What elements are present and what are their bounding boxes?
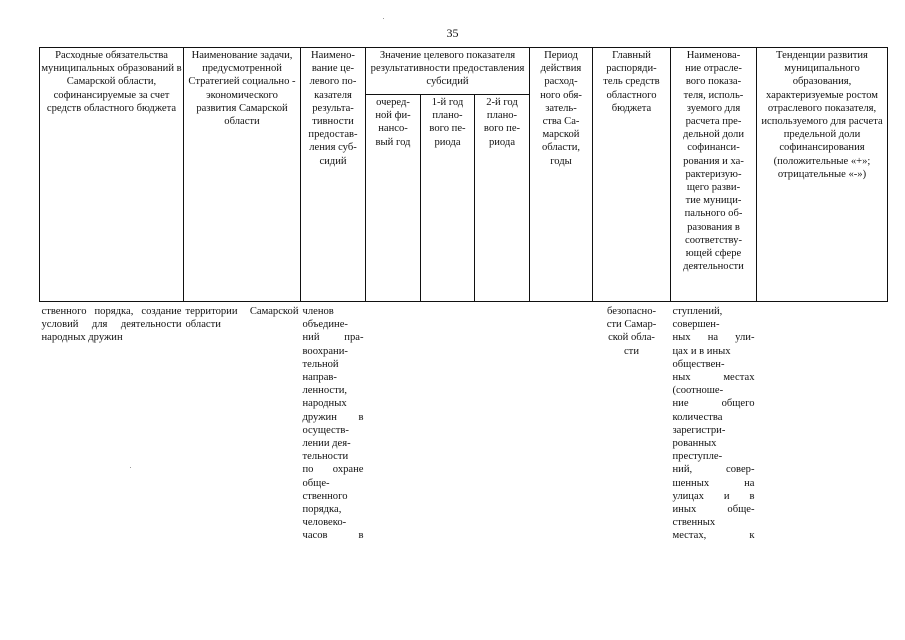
sector-line: ний, совер- [672, 464, 755, 476]
header-indicator-value-group: Значение целевого показателя результативности предоставления субсидий [366, 48, 530, 95]
indicator-line: часов в [302, 530, 364, 542]
cell-sector-indicator [671, 302, 757, 543]
sector-line: (соотноше- [672, 385, 724, 397]
cell-first-planning-year [421, 302, 475, 543]
sector-line: ние общего [672, 398, 755, 410]
indicator-line: по охране [302, 464, 364, 476]
sector-line: ственных [672, 517, 716, 529]
header-expenditure-obligations: Расходные обязательства муниципальных образований в Самарской области, софинансируемые за счет средств областного бюджета [40, 48, 184, 302]
sector-line: улицах и в [672, 490, 755, 502]
indicator-line: тельной [302, 358, 339, 370]
header-first-planning-year: 1-й год плано- вого пе- риода [421, 95, 475, 302]
cell-development-trends [757, 302, 888, 543]
sector-line: совершен- [672, 319, 720, 331]
cell-second-planning-year [475, 302, 530, 543]
cell-next-fiscal-year [366, 302, 421, 543]
header-development-trends: Тенденции развития муниципального образования, характеризуемые ростом отраслевого показателя, используемого для расчета предельной доли софинансирования (положительные «+»; отрицательные «-») [757, 48, 888, 302]
sector-line: зарегистри- [672, 424, 726, 436]
indicator-line: объедине- [302, 319, 348, 331]
indicator-line: ний пра- [302, 332, 364, 344]
indicator-line: воохрани- [302, 345, 348, 357]
sector-line: ных местах [672, 372, 755, 384]
indicator-line: осуществ- [302, 424, 349, 436]
indicator-line: ственного [302, 490, 348, 502]
sector-line: ступлений, [672, 306, 723, 317]
header-second-planning-year: 2-й год плано- вого пе- риода [475, 95, 530, 302]
header-obligation-period: Период действия расход- ного обя- затель- ства Са- марской области, годы [530, 48, 593, 302]
header-next-fiscal-year: очеред- ной фи- нансо- вый год [366, 95, 421, 302]
indicator-line: лении дея- [302, 438, 351, 450]
sector-line: ных на ули- [672, 332, 755, 344]
scan-speck [130, 467, 131, 468]
scan-speck [383, 18, 384, 19]
indicator-line: обще- [302, 477, 330, 489]
sector-line: цах и в иных [672, 345, 731, 357]
header-strategy-task: Наименование задачи, предусмотренной Стратегией социально - экономического развития Самарской области [184, 48, 301, 302]
header-chief-administrator: Главный распоряди- тель средств областного бюджета [593, 48, 671, 302]
sector-line: количества [672, 411, 723, 423]
sector-line: шенных на [672, 477, 755, 489]
indicator-line: порядка, [302, 504, 342, 516]
cell-expenditure-obligation: ственного порядка, создание условий для деятельности народных дружин [41, 306, 182, 344]
cell-strategy-task: территории Самарской области [185, 306, 299, 331]
sector-line: обществен- [672, 358, 725, 370]
sector-line: иных обще- [672, 504, 755, 516]
table-row [40, 302, 888, 543]
header-sector-indicator: Наименова- ние отрасле- вого показа- теля, исполь- зуемого для расчета пре- дельной доли софинанси- рования и ха- рактеризую- щего разви- тие муници- пального об- разования в соответству- ющей сфере деятельности [671, 48, 757, 302]
sector-line: местах, к [672, 530, 755, 542]
cell-target-indicator [301, 302, 366, 543]
header-target-indicator: Наимено- вание це- левого по- казателя результа- тивности предостав- ления суб- сидий [301, 48, 366, 302]
indicator-line: членов [302, 306, 334, 317]
indicator-line: человеко- [302, 517, 347, 529]
indicator-line: направ- [302, 372, 337, 384]
page-number: 35 [446, 26, 459, 40]
sector-line: рованных [672, 438, 717, 450]
indicator-line: народных [302, 398, 347, 410]
cell-obligation-period [530, 302, 593, 543]
subsidy-table [39, 47, 888, 543]
indicator-line: ленности, [302, 385, 348, 397]
cell-chief-administrator: безопасно- сти Самар- ской обла- сти [606, 306, 657, 357]
sector-line: преступле- [672, 451, 723, 463]
indicator-line: дружин в [302, 411, 364, 423]
indicator-line: тельности [302, 451, 349, 463]
